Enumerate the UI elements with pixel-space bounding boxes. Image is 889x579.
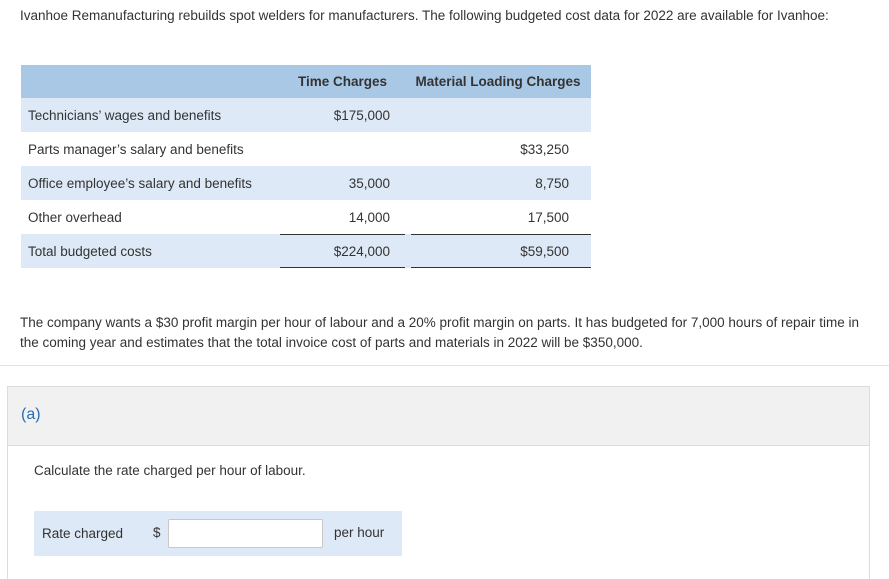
row-label: Total budgeted costs: [28, 243, 152, 259]
answer-row: [34, 511, 402, 556]
problem-details: The company wants a $30 profit margin per hour of labour and a 20% profit margin on parts. It has budgeted for 7,000 hours of repair time in the coming year and estimates that the total invoice cost of parts and materials in 2022 will be $350,000.: [20, 315, 859, 350]
subtotal-rule: [411, 234, 591, 235]
material-charge-cell: 17,500: [527, 209, 569, 225]
table-row: [21, 166, 591, 200]
time-charge-cell: [280, 132, 405, 166]
row-label: Technicians’ wages and benefits: [28, 107, 222, 123]
table-row: [21, 200, 591, 234]
currency-symbol: $: [153, 525, 161, 540]
part-a-header: [8, 387, 869, 446]
row-label: Office employee’s salary and benefits: [28, 175, 252, 191]
budgeted-cost-table: [21, 65, 591, 268]
total-rule: [280, 267, 405, 268]
total-rule: [411, 267, 591, 268]
problem-intro: Ivanhoe Remanufacturing rebuilds spot welders for manufacturers. The following budgeted cost data for 2022 are available for Ivanhoe:: [20, 8, 829, 23]
rate-charged-input[interactable]: [168, 519, 323, 548]
subtotal-rule: [280, 234, 405, 235]
time-charge-total-cell: [280, 234, 405, 268]
time-charge-cell: 14,000: [348, 209, 390, 225]
part-a-panel: [7, 386, 870, 579]
table-header-row: [21, 65, 591, 98]
table-row: [21, 98, 591, 132]
header-blank: [21, 65, 280, 98]
time-charge-cell: $175,000: [333, 107, 390, 123]
time-charge-cell: 35,000: [348, 175, 390, 191]
unit-label: per hour: [334, 525, 385, 540]
rate-charged-label: Rate charged: [42, 526, 124, 541]
material-charge-cell: [405, 98, 591, 132]
material-charge-cell: 8,750: [535, 175, 569, 191]
table-row: [21, 132, 591, 166]
material-charge-cell: $33,250: [520, 141, 569, 157]
material-charge-total-cell: [405, 234, 591, 268]
header-material-loading-charges: Material Loading Charges: [415, 74, 581, 89]
question-text: Calculate the rate charged per hour of labour.: [34, 463, 306, 478]
material-charge-total-value: $59,500: [520, 243, 569, 259]
section-divider: [0, 365, 889, 366]
row-label: Parts manager’s salary and benefits: [28, 141, 244, 157]
time-charge-total-value: $224,000: [333, 243, 390, 259]
table-row-total: [21, 234, 591, 268]
part-label: (a): [21, 406, 41, 423]
row-label: Other overhead: [28, 209, 122, 225]
header-time-charges: Time Charges: [297, 74, 388, 89]
